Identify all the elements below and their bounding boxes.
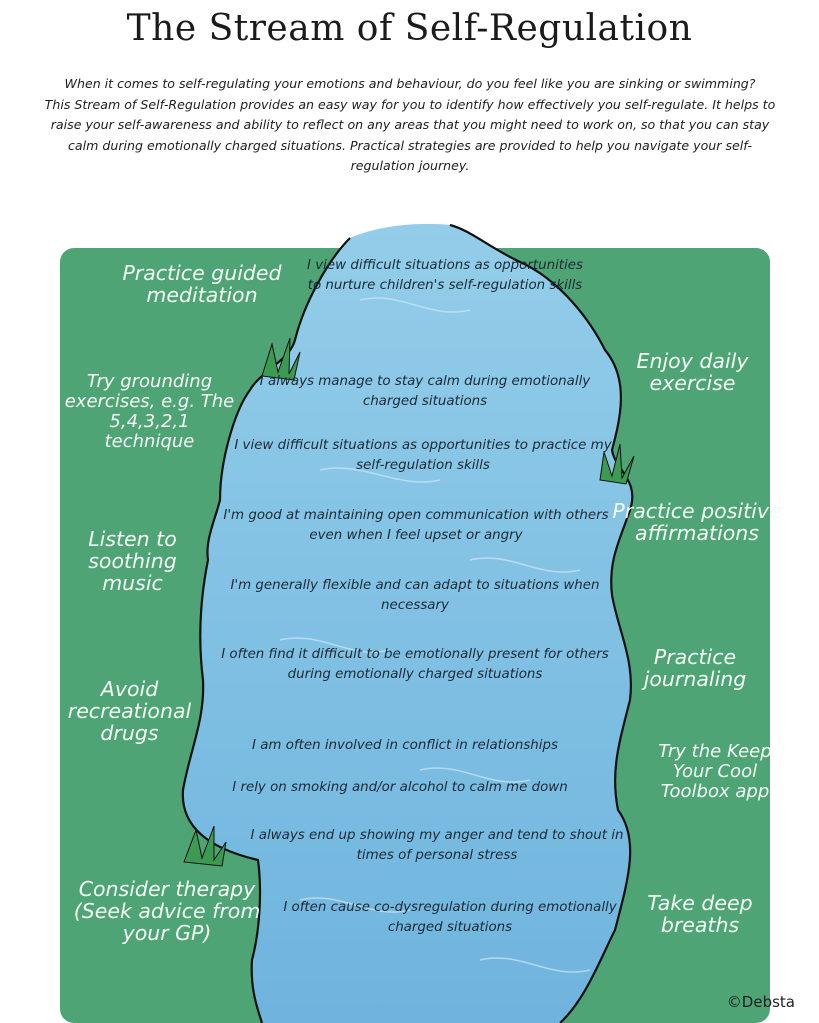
strategy-soothing-music: Listen to soothing music <box>88 527 177 595</box>
statement-10: I often cause co-dysregulation during emotionally charged situations <box>283 900 617 935</box>
statement-4: I'm good at maintaining open communication with others even when I feel upset or angry <box>223 508 609 543</box>
statement-5: I'm generally flexible and can adapt to situations when necessary <box>230 578 600 613</box>
intro-description: This Stream of Self-Regulation provides an easy way for you to identify how effectively you self-regulate. It helps to raise your self-awareness and ability to reflect on any areas that you might need to work on, so that you can stay calm during emotionally charged situations. Practical strategies are provided to help you navigate your self-regulation journey. <box>44 96 776 173</box>
strategy-daily-exercise: Enjoy daily exercise <box>636 349 749 395</box>
strategy-avoid-drugs: Avoid recreational drugs <box>67 677 192 745</box>
statement-1: I view difficult situations as opportunities to nurture children's self-regulation skills <box>307 258 583 293</box>
strategy-consider-therapy: Consider therapy (Seek advice from your GP) <box>73 877 261 945</box>
strategy-grounding-exercises: Try grounding exercises, e.g. The 5,4,3,2,1 technique <box>64 371 235 452</box>
statement-8: I rely on smoking and/or alcohol to calm me down <box>232 780 568 795</box>
statement-3: I view difficult situations as opportunities to practice my self-regulation skills <box>234 438 612 473</box>
strategy-keep-your-cool-app: Try the Keep Your Cool Toolbox app <box>658 741 772 802</box>
statement-2: I always manage to stay calm during emotionally charged situations <box>259 374 591 409</box>
statement-9: I always end up showing my anger and tend to shout in times of personal stress <box>250 828 624 863</box>
statement-6: I often find it difficult to be emotionally present for others during emotionally charged situations <box>221 647 609 682</box>
page-title: The Stream of Self-Regulation <box>126 8 693 49</box>
strategy-journaling: Practice journaling <box>643 645 747 691</box>
statement-7: I am often involved in conflict in relationships <box>251 738 558 753</box>
strategy-deep-breaths: Take deep breaths <box>647 891 753 937</box>
strategy-positive-affirmations: Practice positive affirmations <box>612 499 782 545</box>
copyright-text: ©Debsta <box>726 993 795 1011</box>
intro-question: When it comes to self-regulating your emotions and behaviour, do you feel like you are sinking or swimming? <box>64 76 756 91</box>
strategy-guided-meditation: Practice guided meditation <box>122 261 282 307</box>
